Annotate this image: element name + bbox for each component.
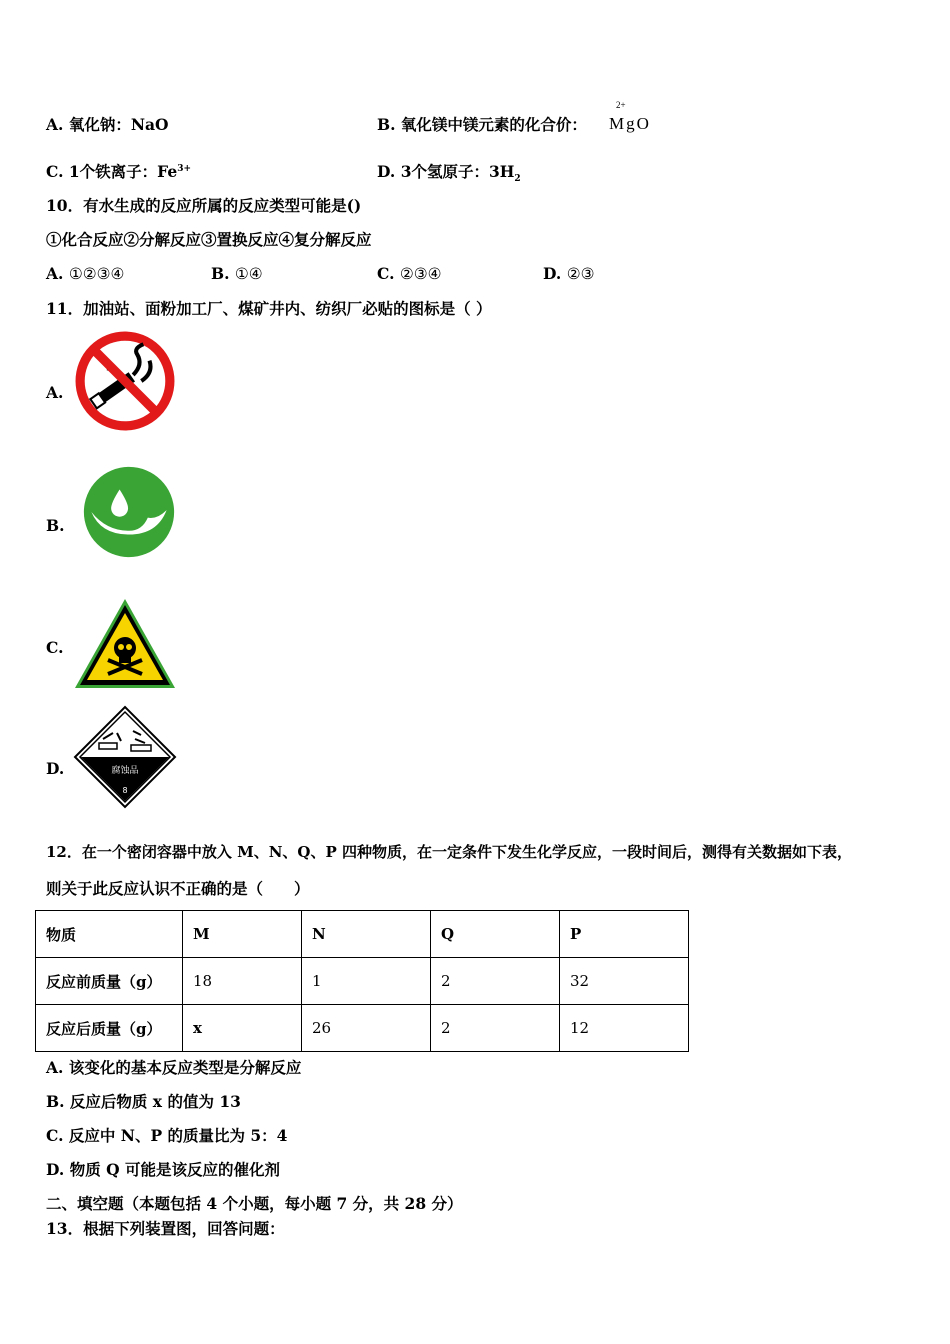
q9-option-c	[46, 163, 191, 182]
q9-option-b	[377, 116, 587, 135]
q9-b-label: B.	[377, 115, 396, 134]
q9-d-label: D.	[377, 162, 396, 181]
table-cell: 反应后质量（g）	[36, 1005, 183, 1052]
toxic-warning-icon	[72, 596, 178, 692]
q9-option-a	[46, 116, 169, 135]
q12-stem-line1: 12．在一个密闭容器中放入 M、N、Q、P 四种物质，在一定条件下发生化学反应，一段时间后，测得有关数据如下表，	[46, 843, 852, 861]
q9-option-d	[377, 163, 521, 185]
q11-d-label: D.	[46, 759, 65, 778]
table-cell: 32	[560, 958, 689, 1005]
q12-a-label: A.	[46, 1058, 64, 1077]
q12-option-c	[46, 1127, 287, 1146]
q11-a-label: A.	[46, 383, 64, 402]
q11-stem: 11．加油站、面粉加工厂、煤矿井内、纺织厂必贴的图标是（ ）	[46, 299, 492, 318]
table-header-cell: Q	[431, 911, 560, 958]
q9-a-text: 氧化钠：NaO	[68, 115, 169, 134]
table-header-cell: P	[560, 911, 689, 958]
water-saving-icon	[82, 465, 176, 559]
q10-b-text: ①④	[234, 265, 263, 283]
q10-a-text: ①②③④	[68, 265, 125, 283]
table-cell: 2	[431, 958, 560, 1005]
q9-a-label: A.	[46, 115, 64, 134]
table-cell: x	[183, 1005, 302, 1052]
q10-c-text: ②③④	[399, 265, 442, 283]
q12-option-a	[46, 1059, 301, 1078]
q10-b-label: B.	[211, 264, 230, 283]
corrosive-sign-number: 8	[122, 786, 128, 795]
table-cell: 12	[560, 1005, 689, 1052]
q10-c-label: C.	[377, 264, 395, 283]
q12-option-b	[46, 1093, 241, 1112]
q12-c-text: 反应中 N、P 的质量比为 5：4	[68, 1126, 288, 1145]
table-cell: 1	[302, 958, 431, 1005]
table-cell: 2	[431, 1005, 560, 1052]
table-header-row	[36, 911, 689, 958]
q10-stem: 10．有水生成的反应所属的反应类型可能是()	[46, 196, 362, 215]
q11-b-label: B.	[46, 516, 65, 535]
table-row	[36, 958, 689, 1005]
q12-d-text: 物质 Q 可能是该反应的催化剂	[69, 1160, 280, 1179]
q9-c-text: 1个铁离子：Fe	[68, 162, 178, 181]
q9-d-text: 3个氢原子：3H	[400, 162, 515, 181]
q12-a-text: 该变化的基本反应类型是分解反应	[68, 1058, 302, 1077]
table-header-cell: 物质	[36, 911, 183, 958]
q10-a-label: A.	[46, 264, 64, 283]
table-cell: 26	[302, 1005, 431, 1052]
q9-d-sub: 2	[514, 174, 521, 185]
corrosive-sign-text: 腐蚀品	[111, 766, 139, 776]
q12-option-d	[46, 1161, 280, 1180]
q12-stem-line2: 则关于此反应认识不正确的是（ ）	[46, 879, 310, 898]
q10-option-c	[377, 265, 442, 284]
q9-b-charge: 2+	[616, 100, 626, 110]
table-header-cell: N	[302, 911, 431, 958]
corrosive-warning-icon	[73, 705, 177, 809]
q13-stem: 13．根据下列装置图，回答问题：	[46, 1219, 285, 1238]
q12-d-label: D.	[46, 1160, 65, 1179]
q12-b-text: 反应后物质 x 的值为 13	[69, 1092, 241, 1111]
q12-data-table	[35, 910, 689, 1052]
q12-b-label: B.	[46, 1092, 65, 1111]
table-row	[36, 1005, 689, 1052]
q10-reaction-types: ①化合反应②分解反应③置换反应④复分解反应	[46, 230, 372, 249]
section-title: 二、填空题（本题包括 4 个小题，每小题 7 分，共 28 分）	[46, 1194, 463, 1213]
q12-c-label: C.	[46, 1126, 64, 1145]
q11-c-label: C.	[46, 638, 64, 657]
q9-c-sup: 3+	[177, 163, 191, 174]
table-header-cell: M	[183, 911, 302, 958]
table-cell: 反应前质量（g）	[36, 958, 183, 1005]
q9-c-label: C.	[46, 162, 64, 181]
q10-option-a	[46, 265, 124, 284]
no-smoking-icon	[74, 330, 176, 432]
q10-option-b	[211, 265, 263, 284]
q10-option-d	[543, 265, 595, 284]
q9-b-formula: MgO	[609, 114, 651, 133]
table-cell: 18	[183, 958, 302, 1005]
q9-b-text: 氧化镁中镁元素的化合价：	[400, 115, 587, 134]
q10-d-text: ②③	[566, 265, 595, 283]
q10-d-label: D.	[543, 264, 562, 283]
